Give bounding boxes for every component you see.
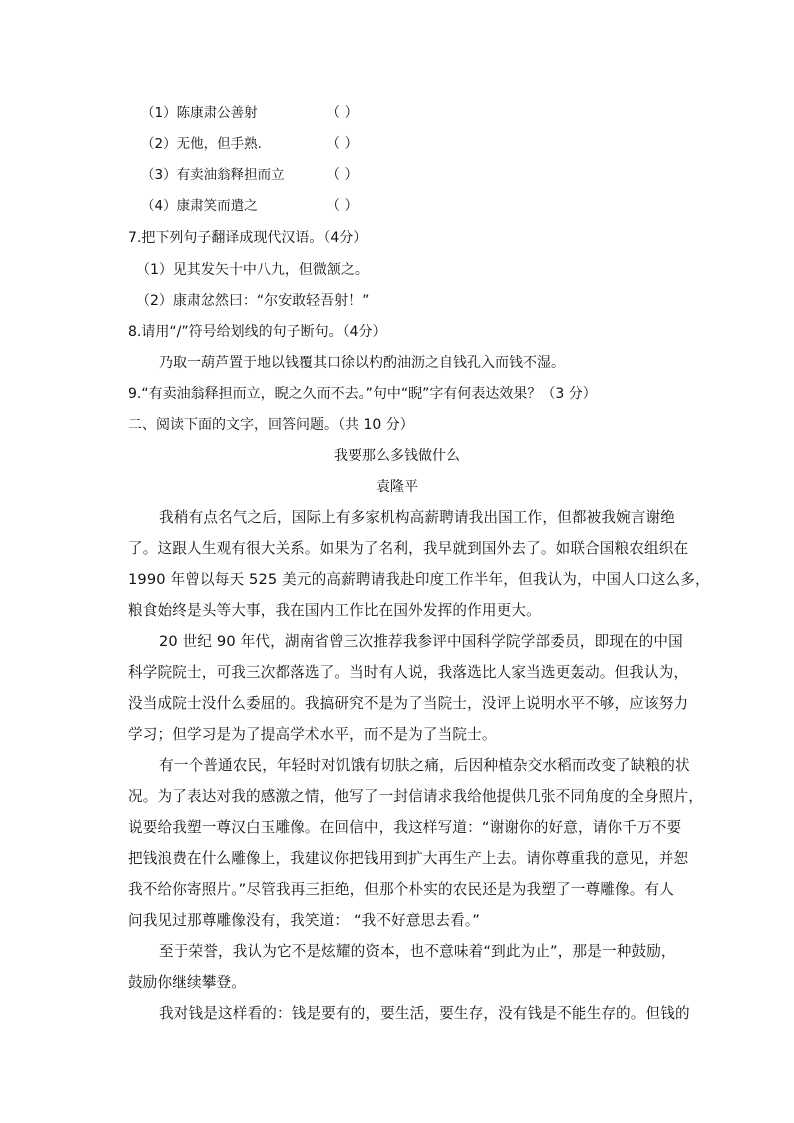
article-line: 1990 年曾以每天 525 美元的高薪聘请我赴印度工作半年，但我认为，中国人口这么多， [128, 571, 710, 588]
answer-blank-3[interactable]: （ ） [326, 167, 359, 183]
question-7-item-2: （2）康肃忿然曰：“尔安敢轻吾射！” [136, 293, 370, 309]
article-line: 了。这跟人生观有很大关系。如果为了名利，我早就到国外去了。如联合国粮农组织在 [128, 540, 689, 557]
article-line: 有一个普通农民，年轻时对饥饿有切肤之痛，后因种植杂交水稻而改变了缺粮的状 [159, 757, 690, 774]
question-7-title: 7.把下列句子翻译成现代汉语。（4分） [128, 230, 368, 246]
article-line: 至于荣誉，我认为它不是炫耀的资本，也不意味着“到此为止”，那是一种鼓励， [159, 943, 676, 960]
article-line: 况。为了表达对我的感激之情，他写了一封信请求我给他提供几张不同角度的全身照片， [128, 788, 704, 805]
question-9-title: 9.“有卖油翁释担而立，睨之久而不去。”句中“睨”字有何表达效果？（3 分） [128, 386, 597, 402]
article-line: 我稍有点名气之后，国际上有多家机构高薪聘请我出国工作，但都被我婉言谢绝 [159, 509, 676, 526]
article-author: 袁隆平 [376, 479, 418, 495]
article-line: 科学院院士，可我三次都落选了。当时有人说，我落选比人家当选更轰动。但我认为， [128, 664, 689, 681]
article-title: 我要那么多钱做什么 [334, 448, 460, 464]
sub-item-1: （1）陈康肃公善射 [141, 105, 258, 121]
article-line: 鼓励你继续攀登。 [128, 974, 246, 991]
article-line: 说要给我塑一尊汉白玉雕像。在回信中，我这样写道：“谢谢你的好意，请你千万不要 [128, 819, 682, 836]
sub-item-2: （2）无他，但手熟. [141, 136, 262, 152]
article-line: 我对钱是这样看的：钱是要有的，要生活，要生存，没有钱是不能生存的。但钱的 [159, 1005, 690, 1022]
question-7-item-1: （1）见其发矢十中八九，但微颔之。 [136, 262, 369, 278]
article-line: 20 世纪 90 年代，湖南省曾三次推荐我参评中国科学院学部委员，即现在的中国 [159, 633, 683, 650]
section-2-title: 二、阅读下面的文字，回答问题。（共 10 分） [128, 417, 414, 433]
sub-item-4: （4）康肃笑而遣之 [141, 198, 258, 214]
article-line: 我不给你寄照片。”尽管我再三拒绝，但那个朴实的农民还是为我塑了一尊雕像。有人 [128, 881, 674, 898]
question-8-title: 8.请用“/”符号给划线的句子断句。（4分） [128, 324, 387, 340]
question-8-sentence: 乃取一葫芦置于地以钱覆其口徐以杓酌油沥之自钱孔入而钱不湿。 [159, 355, 565, 371]
article-line: 把钱浪费在什么雕像上，我建议你把钱用到扩大再生产上去。请你尊重我的意见，并恕 [128, 850, 689, 867]
article-line: 粮食始终是头等大事，我在国内工作比在国外发挥的作用更大。 [128, 602, 541, 619]
answer-blank-1[interactable]: （ ） [326, 105, 359, 121]
article-line: 没当成院士没什么委屈的。我搞研究不是为了当院士，没评上说明水平不够，应该努力 [128, 695, 689, 712]
article-line: 问我见过那尊雕像没有，我笑道： “我不好意思去看。” [128, 912, 481, 929]
answer-blank-2[interactable]: （ ） [326, 136, 359, 152]
sub-item-3: （3）有卖油翁释担而立 [141, 167, 285, 183]
answer-blank-4[interactable]: （ ） [326, 198, 359, 214]
article-line: 学习；但学习是为了提高学术水平，而不是为了当院士。 [128, 726, 497, 743]
